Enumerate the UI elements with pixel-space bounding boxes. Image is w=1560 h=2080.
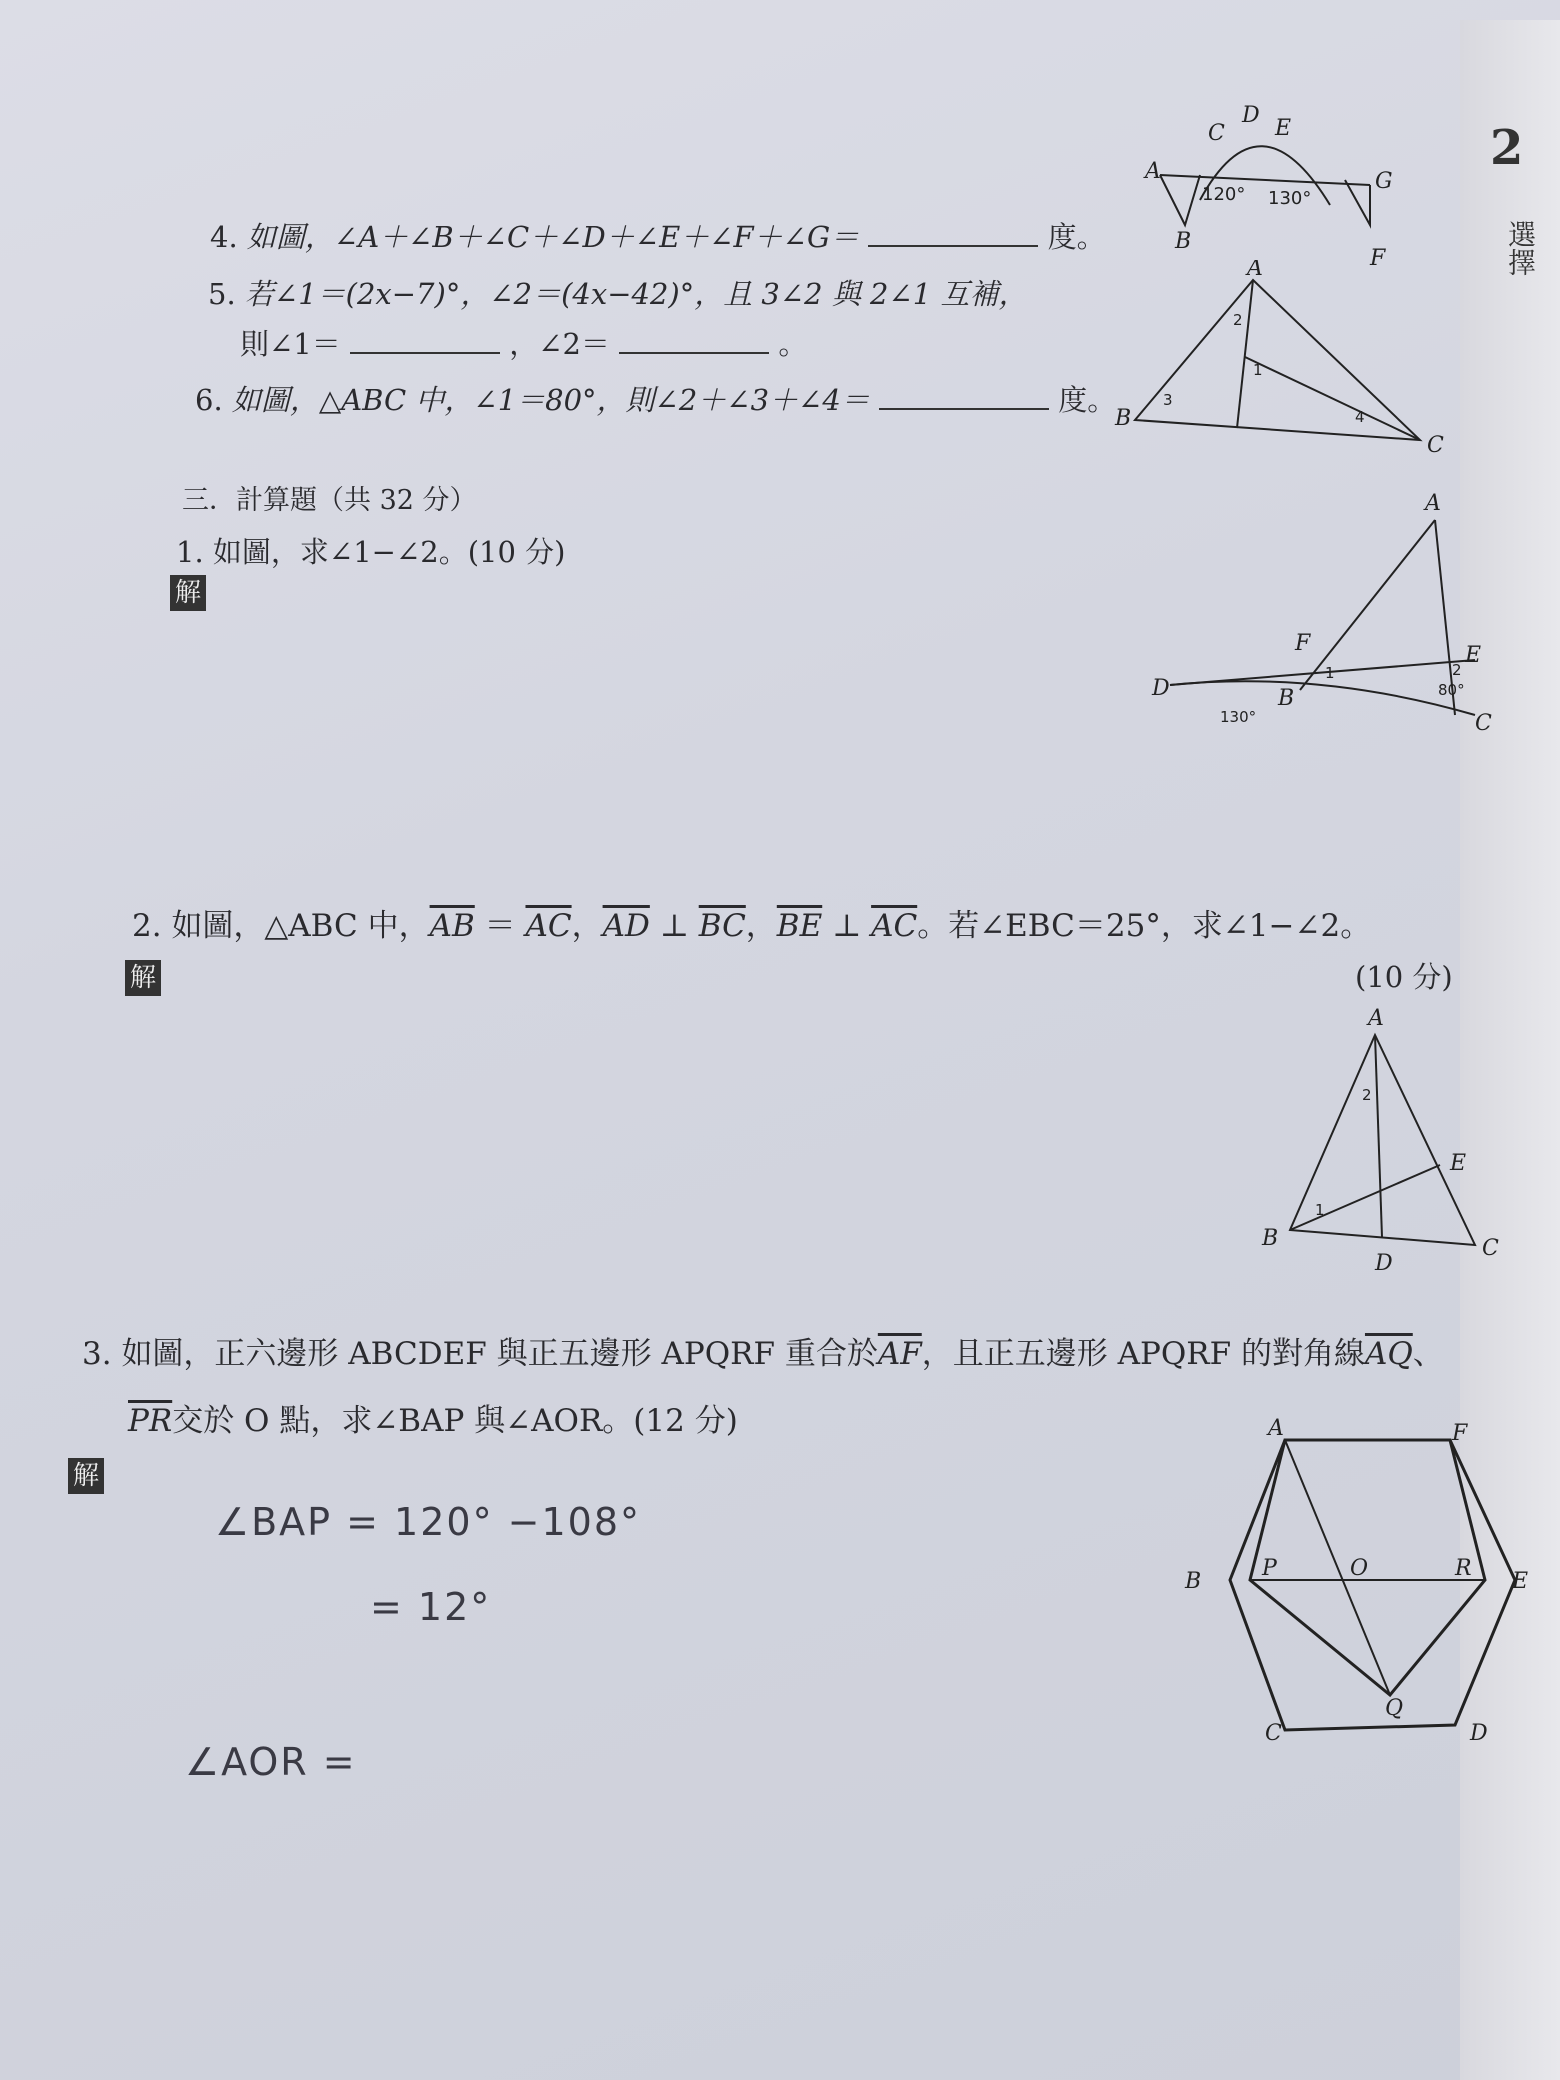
fig-s1-angle: 130°: [1220, 708, 1257, 726]
answer-blank[interactable]: [868, 245, 1038, 247]
fig-s2-label: B: [1262, 1226, 1279, 1251]
fig-s2-label: A: [1368, 1006, 1384, 1031]
unit-text: 度。: [1058, 383, 1117, 417]
question-text: 如圖，∠A＋∠B＋∠C＋∠D＋∠E＋∠F＋∠G＝: [246, 220, 860, 254]
segment-ac: $\overline{AC}$: [871, 908, 918, 944]
segment-be: $\overline{BE}$: [776, 908, 823, 944]
fig-s3-label: E: [1512, 1569, 1529, 1594]
fig-s3-label: F: [1452, 1421, 1468, 1446]
unit-text: 度。: [1047, 220, 1106, 254]
chapter-label: 選擇: [1504, 220, 1537, 276]
perp-sign: ⊥: [649, 908, 699, 944]
question-text: 如圖，正六邊形 ABCDEF 與正五邊形 APQRF 重合於: [121, 1336, 878, 1372]
question-6: [195, 378, 1116, 419]
question-text: 、: [1412, 1336, 1444, 1372]
question-text: 如圖，△ABC 中，: [171, 908, 430, 944]
fig4-label: C: [1208, 121, 1225, 146]
fig-s2-num: 2: [1362, 1086, 1372, 1104]
fig6-num: 1: [1253, 361, 1263, 379]
fig-s3-label: R: [1455, 1556, 1472, 1581]
question-number: 5.: [208, 277, 236, 311]
comma: ，: [571, 908, 603, 944]
question-number: 3.: [82, 1336, 112, 1372]
fig4-left-triangle: [1160, 175, 1200, 225]
segment-pr: $\overline{PR}$: [128, 1403, 173, 1439]
fig6-num: 2: [1233, 311, 1243, 329]
question-number: 1.: [176, 535, 204, 569]
question-text: 交於 O 點，求∠BAP 與∠AOR。(12 分): [172, 1403, 738, 1439]
fig-s2-label: E: [1450, 1151, 1467, 1176]
fig-s1-label: D: [1152, 676, 1170, 701]
segment-bc: $\overline{BC}$: [698, 908, 746, 944]
question-number: 2.: [132, 908, 162, 944]
fig4-baseline: [1160, 175, 1370, 185]
fig6-label: B: [1115, 406, 1132, 431]
equals-sign: ＝: [474, 908, 526, 944]
question-5-line2: [240, 322, 807, 363]
question-5-line1: [208, 272, 1027, 313]
question-text: 。若∠EBC＝25°，求∠1−∠2。: [917, 908, 1372, 944]
answer-blank-angle1[interactable]: [350, 352, 500, 354]
fig-s3-label: P: [1262, 1556, 1277, 1581]
fig6-num: 3: [1163, 391, 1173, 409]
solve-label: 解: [170, 575, 206, 611]
comma: ，: [745, 908, 777, 944]
solve-label: 解: [68, 1458, 104, 1494]
fig-s3-label: Q: [1385, 1696, 1404, 1721]
fig6-num: 4: [1355, 408, 1365, 426]
fig4-angle: 120°: [1202, 184, 1246, 205]
fig-s1-label: B: [1278, 686, 1295, 711]
fig-s2-label: C: [1482, 1236, 1499, 1261]
figure-calc-1: [1140, 490, 1510, 740]
segment-ab: $\overline{AB}$: [429, 908, 475, 944]
fig-s1-label: E: [1465, 643, 1482, 668]
fig-s2-altitude-be: [1290, 1165, 1440, 1230]
fig4-label: F: [1370, 246, 1386, 271]
fig-s3-label: B: [1185, 1569, 1202, 1594]
score: (10 分): [1355, 960, 1453, 994]
fig6-triangle: [1135, 280, 1420, 440]
calc-question-2: [132, 900, 1371, 945]
answer-blank-angle2[interactable]: [619, 352, 769, 354]
figure-q4: [1130, 100, 1400, 280]
fig-s1-label: C: [1475, 711, 1492, 736]
perp-sign: ⊥: [822, 908, 872, 944]
calc-question-3-line2: [128, 1395, 738, 1440]
handwritten-line-3: ∠AOR =: [185, 1740, 357, 1784]
figure-calc-2: [1250, 1000, 1510, 1290]
fig6-median: [1237, 280, 1253, 428]
fig-s1-num: 1: [1325, 664, 1335, 682]
segment-af: $\overline{AF}$: [877, 1336, 922, 1372]
fig6-label: C: [1427, 433, 1444, 458]
segment-aq: $\overline{AQ}$: [1364, 1336, 1413, 1372]
fig-s1-line-dc: [1170, 681, 1475, 715]
question-text: 則∠1＝: [240, 327, 341, 361]
solve-label: 解: [125, 960, 161, 996]
answer-blank[interactable]: [879, 408, 1049, 410]
question-text: ，∠2＝: [509, 327, 610, 361]
handwritten-line-1: ∠BAP = 120° −108°: [215, 1500, 642, 1544]
fig4-angle: 130°: [1268, 188, 1312, 209]
fig-s3-label: C: [1265, 1721, 1282, 1746]
fig-s3-label: D: [1470, 1721, 1488, 1746]
question-number: 4.: [210, 220, 238, 254]
fig-s2-label: D: [1375, 1251, 1393, 1276]
fig4-right-triangle: [1345, 180, 1370, 225]
fig-s1-angle: 80°: [1438, 681, 1465, 699]
segment-ad: $\overline{AD}$: [602, 908, 650, 944]
question-text: ，且正五邊形 APQRF 的對角線: [921, 1336, 1365, 1372]
fig4-label: A: [1145, 159, 1161, 184]
segment-ac: $\overline{AC}$: [525, 908, 572, 944]
question-text: 若∠1＝(2x−7)°，∠2＝(4x−42)°，且 3∠2 與 2∠1 互補，: [244, 277, 1028, 311]
fig-s3-diagonal-aq: [1285, 1440, 1390, 1695]
figure-q6: [1105, 260, 1455, 460]
fig6-label: A: [1247, 260, 1263, 281]
calc-question-1: [176, 530, 565, 571]
question-text: 如圖，求∠1−∠2。(10 分): [212, 535, 566, 569]
figure-calc-3: [1170, 1410, 1550, 1760]
fig4-label: D: [1242, 103, 1260, 128]
fig4-label: G: [1375, 169, 1393, 194]
fig6-cevian: [1245, 357, 1420, 440]
handwritten-line-2: = 12°: [370, 1585, 492, 1629]
fig-s1-label: F: [1295, 631, 1311, 656]
fig-s3-label: A: [1268, 1416, 1284, 1441]
question-4: [210, 215, 1106, 256]
fig4-label: E: [1275, 116, 1292, 141]
chapter-number: 2: [1490, 120, 1524, 176]
fig-s2-altitude-ad: [1375, 1035, 1382, 1237]
fig-s1-label: A: [1425, 491, 1441, 516]
fig-s3-label: O: [1350, 1556, 1369, 1581]
fig-s1-num: 2: [1452, 661, 1462, 679]
calc-question-3-line1: [82, 1328, 1444, 1373]
question-text: 。: [778, 327, 808, 361]
question-number: 6.: [195, 383, 223, 417]
question-text: 如圖，△ABC 中，∠1＝80°，則∠2＋∠3＋∠4＝: [231, 383, 870, 417]
section-header: 三．計算題（共 32 分）: [182, 485, 477, 516]
fig-s2-num: 1: [1315, 1201, 1325, 1219]
fig4-label: B: [1175, 229, 1192, 254]
